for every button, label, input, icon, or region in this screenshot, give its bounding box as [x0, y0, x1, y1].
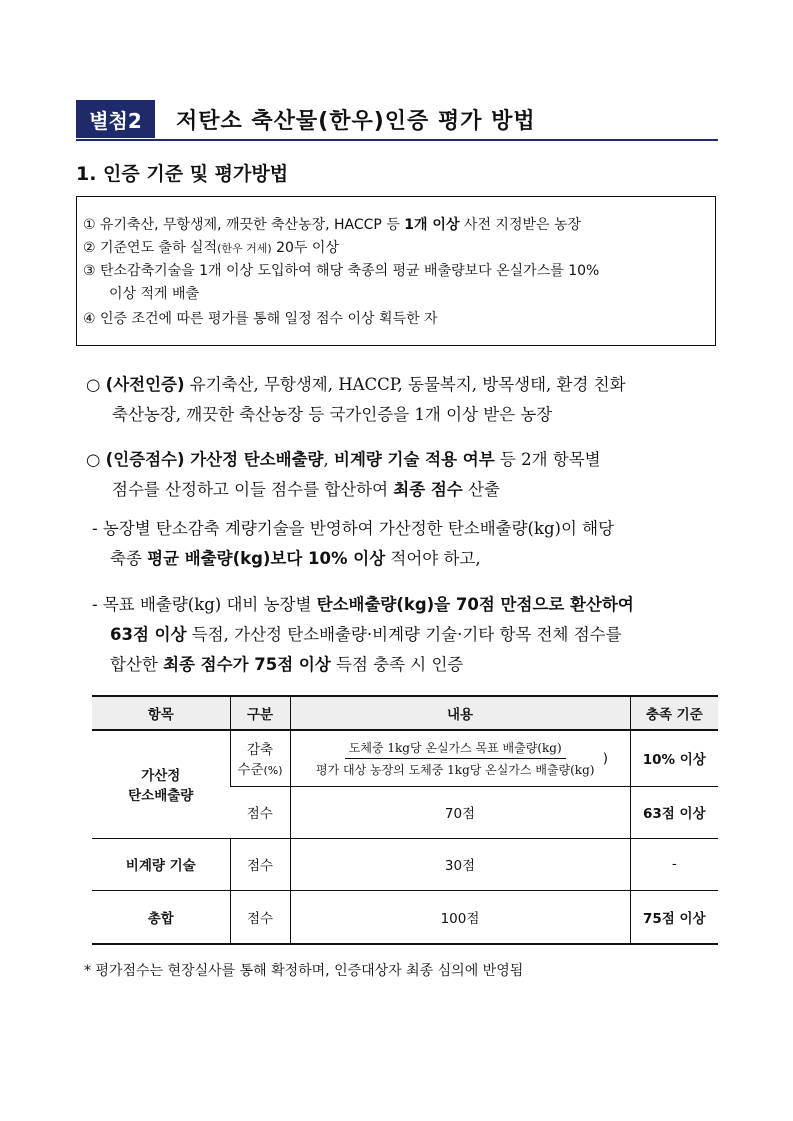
- criterion-1: ① 유기축산, 무항생제, 깨끗한 축산농장, HACCP 등 1개 이상 사전 지정받은 농장: [83, 217, 582, 233]
- sub-score: 점수: [230, 838, 290, 890]
- page-title: 저탄소 축산물(한우)인증 평가 방법: [176, 109, 536, 134]
- criteria-reduction: 10% 이상: [630, 730, 718, 786]
- content-score: 70점: [290, 786, 630, 838]
- sub-reduction-level: 감축 수준(%): [230, 730, 290, 786]
- dash-item-scoring: - 목표 배출량(kg) 대비 농장별 탄소배출량(kg)을 70점 만점으로 환산하여 63점 이상 득점, 가산정 탄소배출량·비계량 기술·기타 항목 전체 점수를 합산한 최종 점수가 75점 이상 득점 충족 시 인증: [92, 595, 634, 674]
- table-row: [92, 838, 718, 890]
- criterion-3: ③ 탄소감축기술을 1개 이상 도입하여 해당 축종의 평균 배출량보다 온실가스를 10%: [83, 263, 600, 279]
- criteria-score: 63점 이상: [630, 786, 718, 838]
- item-non-metered: 비계량 기술: [92, 838, 230, 890]
- dash-item-reduction: - 농장별 탄소감축 계량기술을 반영하여 가산정한 탄소배출량(kg)이 해당 축종 평균 배출량(kg)보다 10% 이상 적어야 하고,: [92, 519, 615, 568]
- footnote: * 평가점수는 현장실사를 통해 확정하며, 인증대상자 최종 심의에 반영됨: [84, 963, 524, 979]
- table-row: [92, 890, 718, 944]
- col-header-item: 항목: [92, 696, 230, 730]
- criteria-box: [76, 196, 716, 346]
- reduction-formula: $\frac{\text{도체중 1kg당 온실가스 목표 배출량(kg)}}{\text{평가 대상 농장의 도체중 1kg당 온실가스 배출량(kg)}}$ ): [290, 730, 630, 786]
- content-score: 30점: [290, 838, 630, 890]
- col-header-criteria: 충족 기준: [630, 696, 718, 730]
- section-title: 1. 인증 기준 및 평가방법: [76, 163, 289, 185]
- criteria-none: -: [630, 838, 718, 890]
- content-score: 100점: [290, 890, 630, 944]
- item-emission: 가산정 탄소배출량: [92, 730, 230, 838]
- col-header-category: 구분: [230, 696, 290, 730]
- criteria-total: 75점 이상: [630, 890, 718, 944]
- sub-score: 점수: [230, 786, 290, 838]
- table-row: [92, 730, 718, 786]
- criterion-2: ② 기준연도 출하 실적(한우 거세) 20두 이상: [83, 240, 339, 256]
- bullet-pre-certification: ○ (사전인증) 유기축산, 무항생제, HACCP, 동물복지, 방목생태, 환경 친화 축산농장, 깨끗한 축산농장 등 국가인증을 1개 이상 받은 농장: [86, 375, 626, 424]
- criterion-3-cont: 이상 적게 배출: [109, 286, 200, 302]
- sub-score: 점수: [230, 890, 290, 944]
- bullet-mark: ○: [86, 375, 101, 394]
- evaluation-table: [92, 695, 718, 945]
- table-header-row: [92, 696, 718, 730]
- bullet-certification-score: ○ (인증점수) 가산정 탄소배출량, 비계량 기술 적용 여부 등 2개 항목별 점수를 산정하고 이들 점수를 합산하여 최종 점수 산출: [86, 450, 601, 499]
- header-rule: [76, 139, 718, 141]
- criterion-4: ④ 인증 조건에 따른 평가를 통해 일정 점수 이상 획득한 자: [83, 311, 438, 327]
- item-total: 총합: [92, 890, 230, 944]
- appendix-badge: 별첨2: [76, 100, 155, 138]
- col-header-content: 내용: [290, 696, 630, 730]
- bullet-mark: ○: [86, 450, 101, 469]
